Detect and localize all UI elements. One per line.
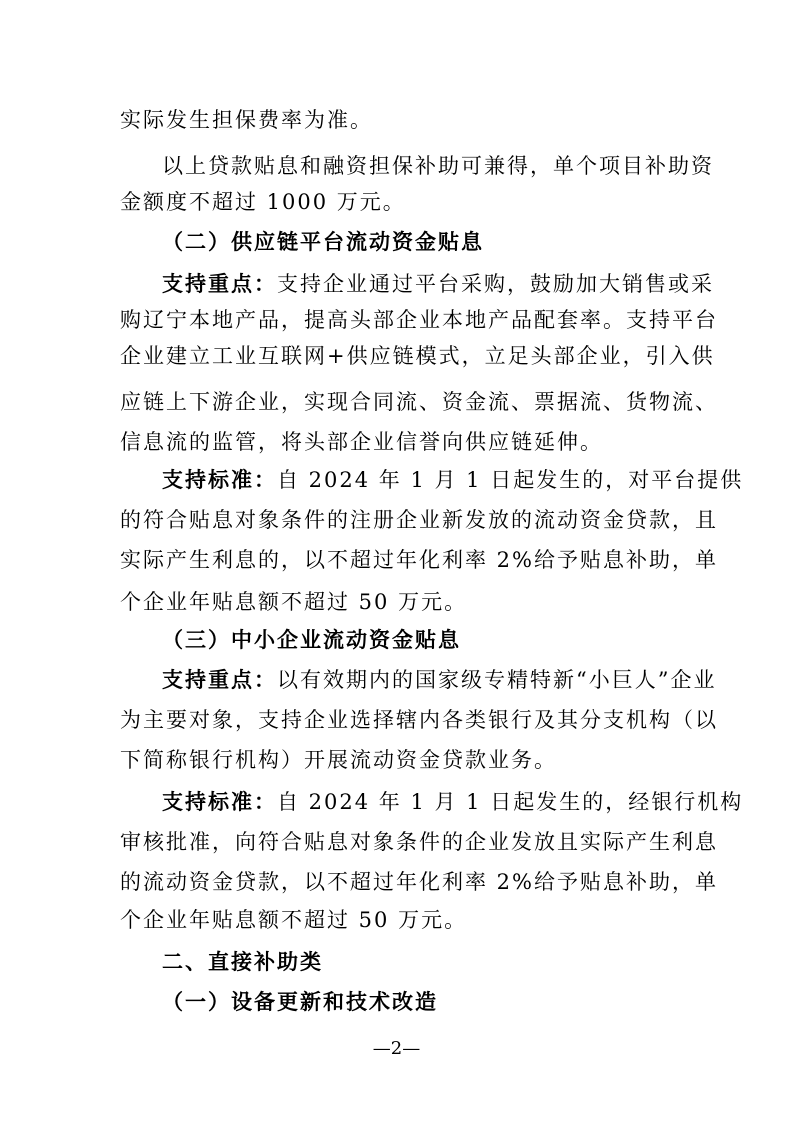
paragraph-line: 企业建立工业互联网+供应链模式，立足头部企业，引入供 [120,344,715,368]
paragraph-line: 审核批准，向符合贴息对象条件的企业发放且实际产生利息 [120,830,718,854]
paragraph-line: 的流动资金贷款，以不超过年化利率 2%给予贴息补助，单 [120,870,718,894]
paragraph-line: 应链上下游企业，实现合同流、资金流、票据流、货物流、 [120,390,718,414]
paragraph-line: 个企业年贴息额不超过 50 万元。 [120,908,468,932]
lead-label: 支持标准： [162,467,277,492]
section-heading: （三）中小企业流动资金贴息 [162,627,461,652]
paragraph-line: 金额度不超过 1000 万元。 [120,190,406,214]
lead-label: 支持标准： [162,789,277,814]
section-heading: 二、直接补助类 [162,949,323,974]
paragraph-line: 个企业年贴息额不超过 50 万元。 [120,590,468,614]
paragraph-line [162,270,714,298]
paragraph-line: 购辽宁本地产品，提高头部企业本地产品配套率。支持平台 [120,308,718,332]
paragraph-line [162,666,716,694]
lead-label: 支持重点： [162,667,277,692]
line-text: 自 2024 年 1 月 1 日起发生的，对平台提供 [277,468,744,492]
lead-label: 支持重点： [162,271,277,296]
paragraph-line: 的符合贴息对象条件的注册企业新发放的流动资金贷款，且 [120,508,718,532]
page-number: —2— [372,1038,421,1059]
section-heading: （一）设备更新和技术改造 [162,989,438,1014]
line-text: 支持企业通过平台采购，鼓励加大销售或采 [277,272,714,296]
paragraph-line: 信息流的监管，将头部企业信誉向供应链延伸。 [120,430,603,454]
paragraph-line: 实际产生利息的，以不超过年化利率 2%给予贴息补助，单 [120,548,718,572]
paragraph-line [162,788,743,816]
paragraph-line: 以上贷款贴息和融资担保补助可兼得，单个项目补助资 [162,154,714,178]
section-heading: （二）供应链平台流动资金贴息 [162,229,484,254]
paragraph-line: 下简称银行机构）开展流动资金贷款业务。 [120,748,557,772]
paragraph-line [162,466,743,494]
line-text: 自 2024 年 1 月 1 日起发生的，经银行机构 [277,790,744,814]
line-text: 以有效期内的国家级专精特新“小巨人”企业 [277,668,717,692]
paragraph-line: 为主要对象，支持企业选择辖内各类银行及其分支机构（以 [120,708,718,732]
paragraph-line: 实际发生担保费率为准。 [120,108,373,132]
